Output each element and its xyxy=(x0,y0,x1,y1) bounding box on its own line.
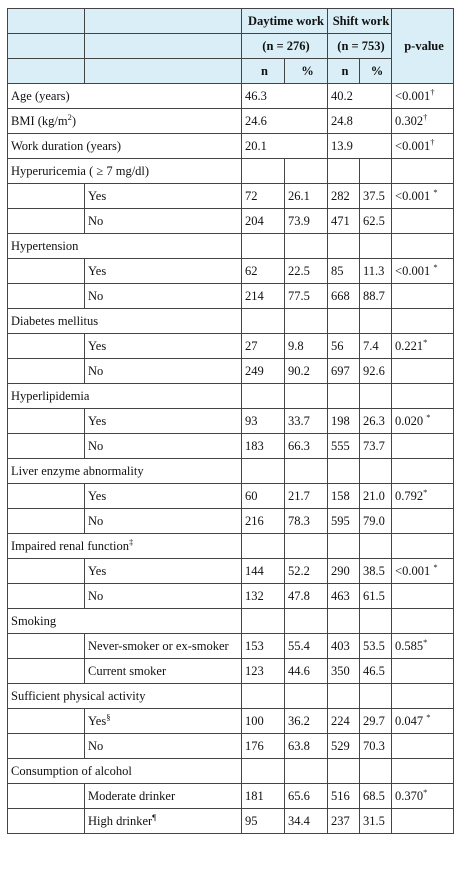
cell-pct: 37.5 xyxy=(360,184,392,209)
category-row xyxy=(8,384,454,409)
header-pct: % xyxy=(360,59,392,84)
cell-n: 144 xyxy=(242,559,285,584)
cell-pct: 7.4 xyxy=(360,334,392,359)
cell-n: 85 xyxy=(328,259,360,284)
cell-n: 153 xyxy=(242,634,285,659)
cell-n: 176 xyxy=(242,734,285,759)
header-daytime: Daytime work xyxy=(242,9,328,34)
empty-cell xyxy=(242,609,285,634)
cell-n: 290 xyxy=(328,559,360,584)
cell-pct: 63.8 xyxy=(285,734,328,759)
cell-n: 697 xyxy=(328,359,360,384)
empty-cell xyxy=(392,659,454,684)
table-row xyxy=(8,634,454,659)
cell-n: 216 xyxy=(242,509,285,534)
cell-pct: 21.7 xyxy=(285,484,328,509)
empty-cell xyxy=(8,484,85,509)
cell-pvalue: 0.047 * xyxy=(392,709,454,734)
category-row xyxy=(8,609,454,634)
category-label: Hypertension xyxy=(8,234,242,259)
empty-cell xyxy=(8,284,85,309)
cell-n: 100 xyxy=(242,709,285,734)
subrow-label: No xyxy=(85,584,242,609)
cell-pct: 79.0 xyxy=(360,509,392,534)
empty-cell xyxy=(8,259,85,284)
header-row-1 xyxy=(8,9,454,34)
cell-pvalue: 0.020 * xyxy=(392,409,454,434)
cell-n: 132 xyxy=(242,584,285,609)
table-row xyxy=(8,659,454,684)
empty-cell xyxy=(8,784,85,809)
empty-cell xyxy=(360,234,392,259)
cell-pvalue: 0.370* xyxy=(392,784,454,809)
cell-n: 181 xyxy=(242,784,285,809)
cell-pct: 78.3 xyxy=(285,509,328,534)
subrow-label: Yes xyxy=(85,184,242,209)
empty-cell xyxy=(242,684,285,709)
header-blank xyxy=(85,59,242,84)
cell-pct: 68.5 xyxy=(360,784,392,809)
category-label: Consumption of alcohol xyxy=(8,759,242,784)
cell-n: 237 xyxy=(328,809,360,834)
cell-pct: 62.5 xyxy=(360,209,392,234)
empty-cell xyxy=(328,609,360,634)
empty-cell xyxy=(392,209,454,234)
cell-pct: 11.3 xyxy=(360,259,392,284)
empty-cell xyxy=(360,684,392,709)
empty-cell xyxy=(360,459,392,484)
table-row xyxy=(8,284,454,309)
empty-cell xyxy=(8,434,85,459)
header-blank xyxy=(8,59,85,84)
empty-cell xyxy=(360,759,392,784)
category-row xyxy=(8,759,454,784)
cell-pvalue: 0.221* xyxy=(392,334,454,359)
empty-cell xyxy=(8,734,85,759)
empty-cell xyxy=(360,159,392,184)
empty-cell xyxy=(285,609,328,634)
table-row xyxy=(8,359,454,384)
cell-n: 529 xyxy=(328,734,360,759)
empty-cell xyxy=(8,709,85,734)
empty-cell xyxy=(392,434,454,459)
subrow-label: High drinker¶ xyxy=(85,809,242,834)
category-row xyxy=(8,159,454,184)
cell-n: 595 xyxy=(328,509,360,534)
cell-pct: 31.5 xyxy=(360,809,392,834)
cell-pct: 34.4 xyxy=(285,809,328,834)
subrow-label: No xyxy=(85,434,242,459)
cell-pvalue: <0.001 * xyxy=(392,184,454,209)
empty-cell xyxy=(392,584,454,609)
header-shift: Shift work xyxy=(328,9,392,34)
cell-n: 282 xyxy=(328,184,360,209)
comparison-table xyxy=(7,8,454,834)
table-row xyxy=(8,734,454,759)
empty-cell xyxy=(392,509,454,534)
header-n-shift: (n = 753) xyxy=(328,34,392,59)
cell-pvalue: <0.001† xyxy=(392,84,454,109)
empty-cell xyxy=(360,609,392,634)
empty-cell xyxy=(8,334,85,359)
subrow-label: No xyxy=(85,209,242,234)
empty-cell xyxy=(392,284,454,309)
cell-pct: 77.5 xyxy=(285,284,328,309)
table-row xyxy=(8,409,454,434)
empty-cell xyxy=(360,384,392,409)
subrow-label: Yes xyxy=(85,334,242,359)
empty-cell xyxy=(242,309,285,334)
header-blank xyxy=(8,9,85,34)
row-label: Work duration (years) xyxy=(8,134,242,159)
cell-n: 403 xyxy=(328,634,360,659)
cell-pct: 36.2 xyxy=(285,709,328,734)
cell-pct: 38.5 xyxy=(360,559,392,584)
cell-pvalue: 0.302† xyxy=(392,109,454,134)
table-row xyxy=(8,809,454,834)
cell-n: 72 xyxy=(242,184,285,209)
subrow-label: No xyxy=(85,734,242,759)
cell-pct: 21.0 xyxy=(360,484,392,509)
cell-n: 158 xyxy=(328,484,360,509)
table-row xyxy=(8,134,454,159)
cell-pct: 52.2 xyxy=(285,559,328,584)
subrow-label: Yes xyxy=(85,484,242,509)
empty-cell xyxy=(8,659,85,684)
empty-cell xyxy=(285,159,328,184)
empty-cell xyxy=(242,384,285,409)
empty-cell xyxy=(360,534,392,559)
category-label: Liver enzyme abnormality xyxy=(8,459,242,484)
category-label: Impaired renal function‡ xyxy=(8,534,242,559)
cell-pvalue: 0.585* xyxy=(392,634,454,659)
empty-cell xyxy=(392,384,454,409)
category-row xyxy=(8,459,454,484)
cell-pct: 65.6 xyxy=(285,784,328,809)
empty-cell xyxy=(328,384,360,409)
subrow-label: No xyxy=(85,509,242,534)
cell-n: 183 xyxy=(242,434,285,459)
empty-cell xyxy=(285,234,328,259)
cell-pct: 22.5 xyxy=(285,259,328,284)
empty-cell xyxy=(328,684,360,709)
category-label: Hyperlipidemia xyxy=(8,384,242,409)
empty-cell xyxy=(285,309,328,334)
cell-n: 214 xyxy=(242,284,285,309)
cell-value: 20.1 xyxy=(242,134,328,159)
cell-pct: 88.7 xyxy=(360,284,392,309)
cell-n: 198 xyxy=(328,409,360,434)
header-blank xyxy=(85,9,242,34)
cell-pct: 73.7 xyxy=(360,434,392,459)
empty-cell xyxy=(328,159,360,184)
cell-pct: 26.1 xyxy=(285,184,328,209)
empty-cell xyxy=(392,309,454,334)
cell-n: 516 xyxy=(328,784,360,809)
subrow-label: Yes xyxy=(85,409,242,434)
cell-pvalue: <0.001 * xyxy=(392,259,454,284)
table-row xyxy=(8,334,454,359)
empty-cell xyxy=(285,684,328,709)
category-row xyxy=(8,534,454,559)
cell-pct: 29.7 xyxy=(360,709,392,734)
empty-cell xyxy=(360,309,392,334)
subrow-label: Never-smoker or ex-smoker xyxy=(85,634,242,659)
cell-n: 56 xyxy=(328,334,360,359)
table-row xyxy=(8,509,454,534)
subrow-label: No xyxy=(85,284,242,309)
empty-cell xyxy=(392,809,454,834)
header-blank xyxy=(85,34,242,59)
cell-value: 40.2 xyxy=(328,84,392,109)
cell-n: 350 xyxy=(328,659,360,684)
cell-n: 463 xyxy=(328,584,360,609)
subrow-label: Yes xyxy=(85,259,242,284)
cell-pct: 90.2 xyxy=(285,359,328,384)
category-row xyxy=(8,309,454,334)
empty-cell xyxy=(8,359,85,384)
header-row-3 xyxy=(8,59,454,84)
cell-n: 555 xyxy=(328,434,360,459)
empty-cell xyxy=(8,559,85,584)
table-row xyxy=(8,109,454,134)
empty-cell xyxy=(285,534,328,559)
empty-cell xyxy=(392,359,454,384)
category-label: Diabetes mellitus xyxy=(8,309,242,334)
cell-n: 60 xyxy=(242,484,285,509)
row-label: Age (years) xyxy=(8,84,242,109)
empty-cell xyxy=(392,759,454,784)
category-label: Smoking xyxy=(8,609,242,634)
table-row xyxy=(8,709,454,734)
header-row-2 xyxy=(8,34,454,59)
table-row xyxy=(8,559,454,584)
empty-cell xyxy=(242,534,285,559)
cell-pct: 73.9 xyxy=(285,209,328,234)
cell-value: 24.6 xyxy=(242,109,328,134)
empty-cell xyxy=(392,684,454,709)
table-row xyxy=(8,84,454,109)
empty-cell xyxy=(8,809,85,834)
empty-cell xyxy=(242,159,285,184)
subrow-label: Current smoker xyxy=(85,659,242,684)
cell-pct: 9.8 xyxy=(285,334,328,359)
empty-cell xyxy=(285,459,328,484)
empty-cell xyxy=(392,734,454,759)
category-label: Sufficient physical activity xyxy=(8,684,242,709)
cell-n: 123 xyxy=(242,659,285,684)
cell-pvalue: <0.001 * xyxy=(392,559,454,584)
empty-cell xyxy=(285,384,328,409)
empty-cell xyxy=(328,459,360,484)
subrow-label: No xyxy=(85,359,242,384)
cell-pct: 66.3 xyxy=(285,434,328,459)
cell-pct: 92.6 xyxy=(360,359,392,384)
empty-cell xyxy=(8,634,85,659)
subrow-label: Yes§ xyxy=(85,709,242,734)
table-row xyxy=(8,484,454,509)
header-pct: % xyxy=(285,59,328,84)
row-label: BMI $(kg/m^2)$ xyxy=(8,109,242,134)
cell-n: 95 xyxy=(242,809,285,834)
empty-cell xyxy=(328,534,360,559)
empty-cell xyxy=(242,459,285,484)
cell-pct: 33.7 xyxy=(285,409,328,434)
header-pvalue: p-value xyxy=(392,9,454,84)
cell-pct: 44.6 xyxy=(285,659,328,684)
table-row xyxy=(8,584,454,609)
empty-cell xyxy=(392,459,454,484)
cell-value: 13.9 xyxy=(328,134,392,159)
subrow-label: Moderate drinker xyxy=(85,784,242,809)
empty-cell xyxy=(8,209,85,234)
cell-value: 46.3 xyxy=(242,84,328,109)
empty-cell xyxy=(392,159,454,184)
empty-cell xyxy=(392,234,454,259)
cell-pvalue: 0.792* xyxy=(392,484,454,509)
cell-pvalue: <0.001† xyxy=(392,134,454,159)
cell-n: 249 xyxy=(242,359,285,384)
table-row xyxy=(8,184,454,209)
empty-cell xyxy=(328,234,360,259)
cell-n: 471 xyxy=(328,209,360,234)
category-row xyxy=(8,684,454,709)
empty-cell xyxy=(8,409,85,434)
header-n: n xyxy=(328,59,360,84)
cell-pct: 47.8 xyxy=(285,584,328,609)
cell-n: 27 xyxy=(242,334,285,359)
empty-cell xyxy=(8,584,85,609)
empty-cell xyxy=(242,759,285,784)
subrow-label: Yes xyxy=(85,559,242,584)
header-n-daytime: (n = 276) xyxy=(242,34,328,59)
cell-n: 204 xyxy=(242,209,285,234)
cell-pct: 26.3 xyxy=(360,409,392,434)
empty-cell xyxy=(8,184,85,209)
cell-pct: 53.5 xyxy=(360,634,392,659)
empty-cell xyxy=(392,609,454,634)
empty-cell xyxy=(285,759,328,784)
cell-value: 24.8 xyxy=(328,109,392,134)
cell-n: 668 xyxy=(328,284,360,309)
category-label: Hyperuricemia ( ≥ 7 mg/dl) xyxy=(8,159,242,184)
category-row xyxy=(8,234,454,259)
table-row xyxy=(8,209,454,234)
cell-n: 62 xyxy=(242,259,285,284)
header-n: n xyxy=(242,59,285,84)
empty-cell xyxy=(328,309,360,334)
empty-cell xyxy=(242,234,285,259)
table-row xyxy=(8,259,454,284)
cell-n: 224 xyxy=(328,709,360,734)
empty-cell xyxy=(392,534,454,559)
empty-cell xyxy=(8,509,85,534)
cell-pct: 70.3 xyxy=(360,734,392,759)
empty-cell xyxy=(328,759,360,784)
cell-pct: 55.4 xyxy=(285,634,328,659)
cell-n: 93 xyxy=(242,409,285,434)
cell-pct: 46.5 xyxy=(360,659,392,684)
cell-pct: 61.5 xyxy=(360,584,392,609)
table-row xyxy=(8,434,454,459)
header-blank xyxy=(8,34,85,59)
table-row xyxy=(8,784,454,809)
